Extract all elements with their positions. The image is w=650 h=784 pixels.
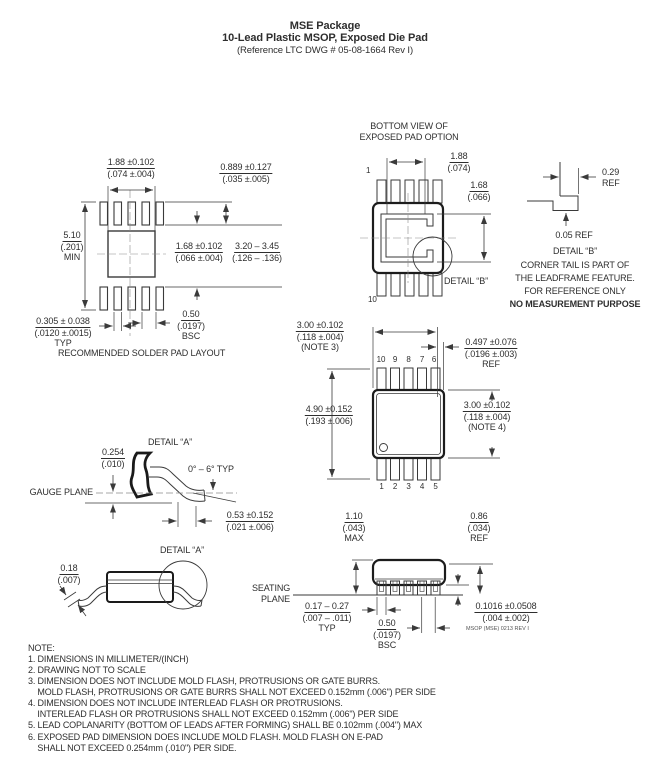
- pin-label: 2: [392, 482, 398, 491]
- pin-label: 4: [419, 482, 425, 491]
- dim-body-width-note4: 3.00 ±0.102 (.118 ±.004) (NOTE 4): [463, 400, 511, 433]
- gauge-plane-label: GAUGE PLANE: [29, 487, 93, 497]
- dim-lead-edge: 0.497 ±0.076 (.0196 ±.003) REF: [464, 337, 518, 370]
- dim-lead-width: 0.17 – 0.27 (.007 – .011) TYP: [302, 601, 352, 634]
- pin-label: 9: [392, 355, 398, 364]
- dim-mold-height: 0.86 (.034) REF: [467, 511, 491, 544]
- detail-a-title: DETAIL “A”: [148, 437, 193, 447]
- bottom-view-caption-1: BOTTOM VIEW OF: [370, 121, 448, 131]
- note-line: INTERLEAD FLASH OR PROTRUSIONS SHALL NOT EXCEED 0.152mm (.006") PER SIDE: [28, 709, 399, 719]
- dim-epad-height: 1.68 (.066): [467, 180, 491, 202]
- dim-lead-thickness: 0.18 (.007): [57, 563, 81, 585]
- dim-body-width: 3.00 ±0.102 (.118 ±.004) (NOTE 3): [296, 320, 344, 353]
- pin-1-label: 1: [366, 166, 371, 175]
- detail-b-title: DETAIL “B”: [552, 246, 598, 256]
- page-title: MSE Package: [289, 20, 361, 32]
- dim-body-length: 4.90 ±0.152 (.193 ±.006): [305, 404, 353, 426]
- pin-label: 5: [433, 482, 438, 491]
- dim-pad-length: 0.889 ±0.127 (.035 ±.005): [220, 162, 272, 184]
- detail-b-note-2: THE LEADFRAME FEATURE.: [515, 273, 635, 283]
- lead-angle-label: 0° – 6° TYP: [188, 464, 234, 474]
- dim-pad-pitch: 0.50 (.0197) BSC: [177, 309, 205, 342]
- note-line: MOLD FLASH, PROTRUSIONS OR GATE BURRS SHALL NOT EXCEED 0.152mm (.006") PER SIDE: [28, 687, 436, 697]
- page-subtitle: 10-Lead Plastic MSOP, Exposed Die Pad: [222, 32, 428, 44]
- dim-tail: 0.29 REF: [602, 167, 620, 188]
- detail-b-drawing: [527, 162, 596, 226]
- pin-label: 1: [379, 482, 384, 491]
- detail-b-callout: DETAIL “B”: [444, 276, 489, 286]
- dim-pad-span: 1.88 ±0.102 (.074 ±.004): [107, 157, 155, 179]
- note-line: SHALL NOT EXCEED 0.254mm (.010") PER SIDE.: [28, 743, 237, 753]
- dim-overall-span: 5.10 (.201) MIN: [60, 230, 84, 263]
- dim-overall-height: 1.10 (.043) MAX: [342, 511, 366, 544]
- drawing-reference: (Reference LTC DWG # 05-08-1664 Rev I): [236, 45, 414, 56]
- seating-plane-label: SEATING PLANE: [252, 583, 291, 604]
- dim-foot-length: 0.53 ±0.152 (.021 ±.006): [226, 510, 274, 532]
- note-line: 5. LEAD COPLANARITY (BOTTOM OF LEADS AFTER FORMING) SHALL BE 0.102mm (.004") MAX: [28, 720, 423, 730]
- pin-label: 8: [406, 355, 411, 364]
- dim-epad-width: 1.88 (.074): [447, 151, 471, 173]
- pin-label: 10: [376, 355, 386, 364]
- bottom-view-caption-2: EXPOSED PAD OPTION: [359, 132, 459, 142]
- note-line: 2. DRAWING NOT TO SCALE: [28, 665, 146, 675]
- dim-tail-gap: 0.05 REF: [555, 230, 593, 240]
- note-line: 4. DIMENSION DOES NOT INCLUDE INTERLEAD FLASH OR PROTRUSIONS.: [28, 698, 343, 708]
- note-line: 3. DIMENSION DOES NOT INCLUDE MOLD FLASH, PROTRUSIONS OR GATE BURRS.: [28, 676, 381, 686]
- pin-10-label: 10: [368, 295, 377, 304]
- dim-lead-pitch: 0.50 (.0197) BSC: [373, 618, 401, 651]
- detail-b-note-4: NO MEASUREMENT PURPOSE: [509, 299, 641, 309]
- pin-label: 3: [406, 482, 411, 491]
- note-line: 6. EXPOSED PAD DIMENSION DOES INCLUDE MOLD FLASH. MOLD FLASH ON E-PAD: [28, 732, 383, 742]
- dim-pad-width: 0.305 ± 0.038 (.0120 ±.0015) TYP: [34, 316, 92, 349]
- dim-standoff: 0.1016 ±0.0508 (.004 ±.002): [475, 601, 537, 623]
- dim-inner-span: 3.20 – 3.45 (.126 – .136): [232, 241, 282, 263]
- side-view-drawing: [57, 561, 207, 616]
- pin-label: 7: [419, 355, 425, 364]
- drawing-rev-code: MSOP (MSE) 0213 REV I: [466, 626, 529, 632]
- detail-b-note-3: FOR REFERENCE ONLY: [524, 286, 626, 296]
- dim-gauge-offset: 0.254 (.010): [101, 447, 125, 469]
- dim-epad: 1.68 ±0.102 (.066 ±.004): [175, 241, 223, 263]
- note-line: 1. DIMENSIONS IN MILLIMETER/(INCH): [28, 654, 189, 664]
- pin-label: 6: [431, 355, 437, 364]
- solder-pad-caption: RECOMMENDED SOLDER PAD LAYOUT: [58, 348, 226, 358]
- detail-a-callout: DETAIL “A”: [160, 545, 205, 555]
- detail-b-note-1: CORNER TAIL IS PART OF: [520, 260, 630, 270]
- notes-header: NOTE:: [28, 643, 55, 653]
